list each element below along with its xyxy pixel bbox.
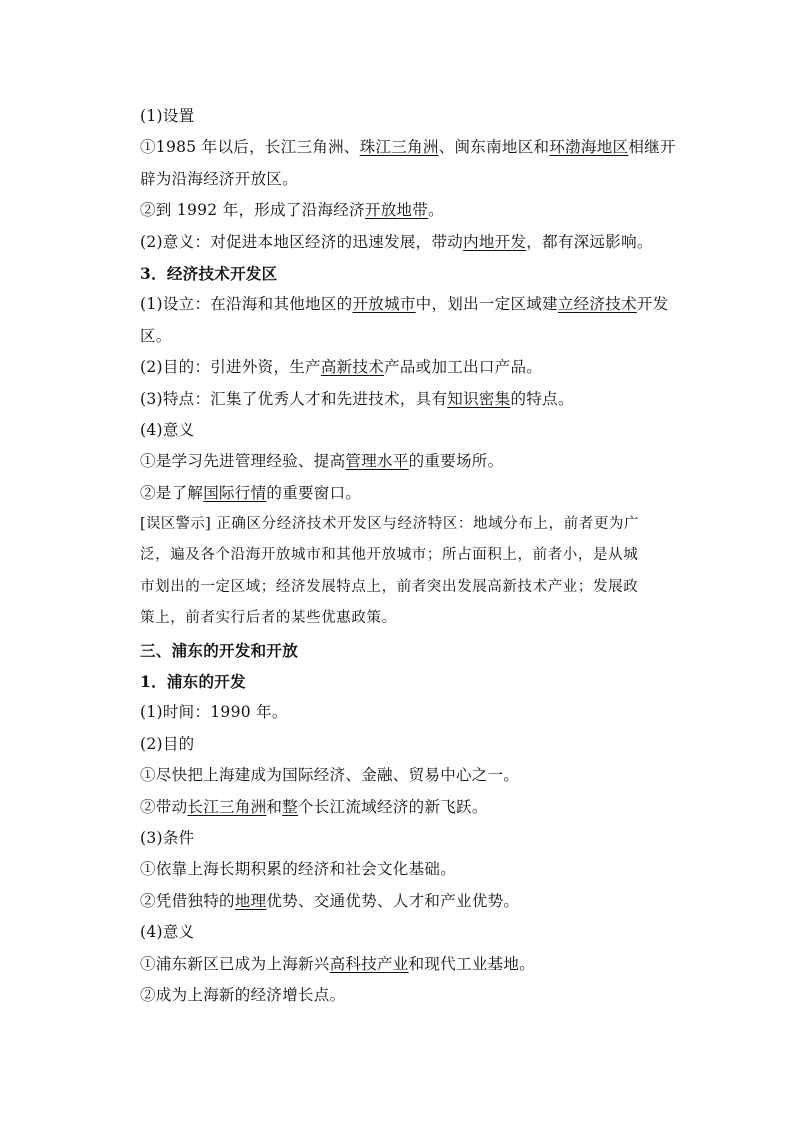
text-line [140, 980, 680, 1011]
text-segment: 、闽东南地区和 [438, 138, 550, 157]
text-segment: 的重要场所。 [408, 452, 504, 471]
text-line [140, 729, 680, 760]
misconception-note-line [140, 603, 680, 634]
text-segment: 泛，遍及各个沿海开放城市和其他开放城市；所占面积上，前者小，是从城 [140, 547, 639, 564]
text-segment: (1)设置 [140, 107, 195, 125]
underlined-term: 开放地带 [364, 201, 429, 220]
text-segment: ，都有深远影响。 [526, 232, 653, 251]
text-segment: 策上，前者实行后者的某些优惠政策。 [140, 610, 397, 627]
underlined-term: 高科技产业 [329, 954, 409, 973]
text-line [140, 384, 680, 415]
text-segment: ②到 1992 年，形成了沿海经济 [140, 201, 365, 220]
text-line [140, 446, 680, 477]
text-segment: ①依靠上海长期积累的经济和社会文化基础。 [140, 860, 457, 879]
text-segment: ①尽快把上海建成为国际经济、金融、贸易中心之一。 [140, 766, 520, 785]
text-line [140, 227, 680, 258]
underlined-term: 地理 [234, 891, 267, 910]
text-line [140, 132, 680, 163]
misconception-note-line [140, 540, 680, 571]
text-segment: (3)特点：汇集了优秀人才和先进技术，具有 [140, 389, 448, 408]
text-line [140, 415, 680, 446]
document-body [140, 101, 680, 1011]
text-segment: 正确区分经济技术开发区与经济特区：地域分布上，前者更为广 [211, 516, 640, 533]
text-segment: (2)目的 [140, 734, 195, 753]
underlined-term: 立经济技术 [557, 295, 637, 314]
text-segment: 区。 [140, 326, 172, 345]
text-segment: 1．浦东的开发 [140, 672, 246, 692]
text-line [140, 949, 680, 980]
text-segment: 市划出的一定区域；经济发展特点上，前者突出发展高新技术产业；发展政 [140, 578, 639, 595]
text-segment: 中，划出一定区域建 [415, 295, 558, 314]
text-segment: 辟为沿海经济开放区。 [140, 169, 299, 188]
text-segment: (4)意义 [140, 420, 195, 439]
text-segment: 三、浦东的开发和开放 [140, 640, 299, 660]
text-line [140, 760, 680, 791]
underlined-term: 环渤海地区 [549, 138, 629, 157]
text-segment: 和现代工业基地。 [408, 954, 536, 973]
text-segment: ①浦东新区已成为上海新兴 [140, 954, 330, 973]
text-line [140, 289, 680, 320]
text-line [140, 854, 680, 885]
text-line [140, 164, 680, 195]
heading-pudong-development [140, 666, 680, 697]
text-segment: (4)意义 [140, 923, 195, 942]
underlined-term: 管理水平 [345, 452, 409, 471]
text-segment: 个长江流域经济的新飞跃。 [298, 797, 488, 816]
text-segment: ②凭借独特的 [140, 891, 235, 910]
underlined-term: 内地开发 [463, 232, 527, 251]
heading-economic-dev-zone [140, 258, 680, 289]
text-line [140, 352, 680, 383]
text-segment: 3．经济技术开发区 [140, 263, 278, 283]
text-segment: 。 [428, 201, 444, 220]
text-line [140, 886, 680, 917]
underlined-term: 开放城市 [352, 295, 416, 314]
underlined-term: 长江三角洲 [187, 797, 267, 816]
text-segment: 相继开 [628, 138, 676, 157]
text-line [140, 697, 680, 728]
text-segment: 产品或加工出口产品。 [384, 358, 543, 377]
text-segment: 优势、交通优势、人才和产业优势。 [266, 891, 520, 910]
underlined-term: 知识密集 [447, 389, 511, 408]
heading-pudong [140, 635, 680, 666]
text-segment: 的重要窗口。 [266, 483, 362, 502]
text-segment: 的特点。 [510, 389, 574, 408]
text-segment: ②成为上海新的经济增长点。 [140, 985, 346, 1004]
underlined-term: 国际行情 [203, 483, 267, 502]
text-segment: ①是学习先进管理经验、提高 [140, 452, 346, 471]
underlined-term: 整 [282, 797, 299, 816]
text-line [140, 823, 680, 854]
text-line [140, 101, 680, 132]
text-line [140, 195, 680, 226]
misconception-note-line [140, 572, 680, 603]
text-line [140, 792, 680, 823]
text-segment: (2)目的：引进外资，生产 [140, 358, 321, 377]
underlined-term: 珠江三角洲 [359, 138, 439, 157]
text-segment: ②是了解 [140, 483, 204, 502]
text-line [140, 478, 680, 509]
text-segment: (2)意义：对促进本地区经济的迅速发展，带动 [140, 232, 464, 251]
text-segment: ①1985 年以后，长江三角洲、 [140, 138, 360, 157]
text-segment: ②带动 [140, 797, 188, 816]
misconception-tag: [误区警示] [140, 516, 212, 533]
text-segment: 开发 [636, 295, 669, 314]
text-line [140, 917, 680, 948]
misconception-note-line [140, 509, 680, 540]
text-line [140, 321, 680, 352]
text-segment: (3)条件 [140, 828, 195, 847]
underlined-term: 高新技术 [320, 358, 385, 377]
text-segment: (1)时间：1990 年。 [140, 703, 288, 722]
text-segment: 和 [266, 797, 283, 816]
text-segment: (1)设立：在沿海和其他地区的 [140, 295, 353, 314]
